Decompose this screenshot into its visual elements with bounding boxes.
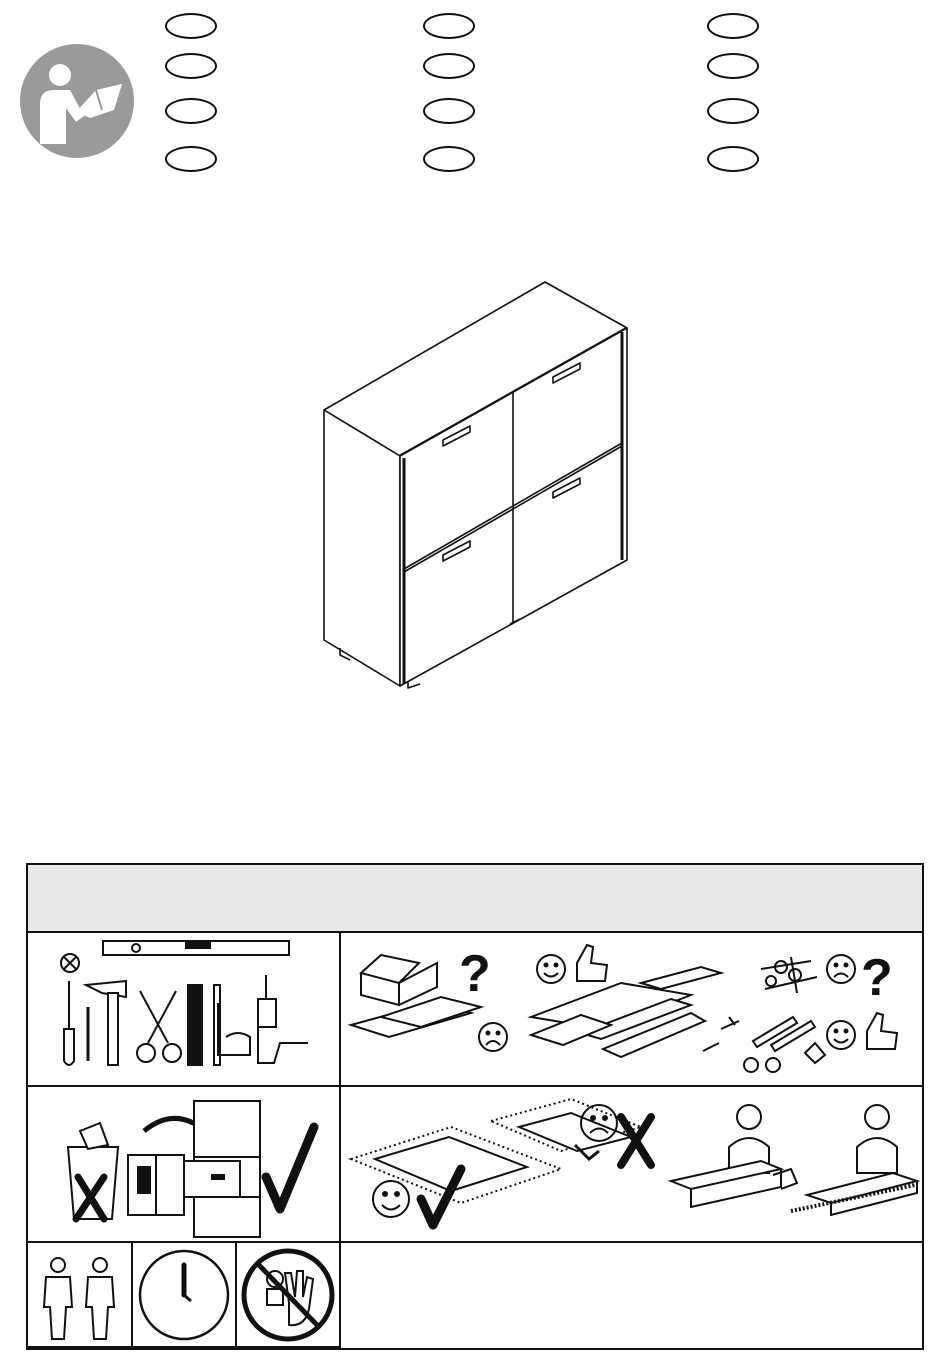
- two-people-cell: [28, 1243, 133, 1348]
- notice-text: [341, 1243, 922, 1263]
- soft-surface-cell: [341, 1087, 922, 1243]
- language-oval: [707, 98, 759, 124]
- sideboard-illustration: [320, 278, 632, 690]
- language-oval: [423, 13, 475, 39]
- assembly-notice-panel: [26, 863, 924, 1350]
- language-oval: [707, 13, 759, 39]
- language-oval: [165, 146, 217, 172]
- two-people-icon: [28, 1243, 131, 1346]
- language-oval: [423, 98, 475, 124]
- soft-surface-icon: [341, 1087, 922, 1241]
- no-children-icon: [237, 1243, 339, 1346]
- keep-instructions-cell: [28, 1087, 341, 1243]
- tools-cell: [28, 933, 341, 1087]
- notice-text-cell: [341, 1243, 922, 1348]
- time-cell: [133, 1243, 237, 1348]
- svg-text:?: ?: [861, 949, 893, 1007]
- clock-icon: [133, 1243, 235, 1346]
- language-oval: [423, 146, 475, 172]
- notice-header: [28, 865, 922, 933]
- keep-instructions-icon: [28, 1087, 339, 1241]
- language-oval: [165, 53, 217, 79]
- tools-icon: [28, 933, 339, 1085]
- read-instructions-icon: [18, 42, 136, 160]
- children-cell: [237, 1243, 341, 1348]
- parts-sorting-cell: [341, 933, 922, 1087]
- language-oval: [165, 13, 217, 39]
- language-oval: [423, 53, 475, 79]
- parts-sorting-icon: [341, 933, 922, 1085]
- svg-text:?: ?: [459, 945, 491, 1003]
- language-oval: [165, 98, 217, 124]
- language-oval: [707, 146, 759, 172]
- language-oval: [707, 53, 759, 79]
